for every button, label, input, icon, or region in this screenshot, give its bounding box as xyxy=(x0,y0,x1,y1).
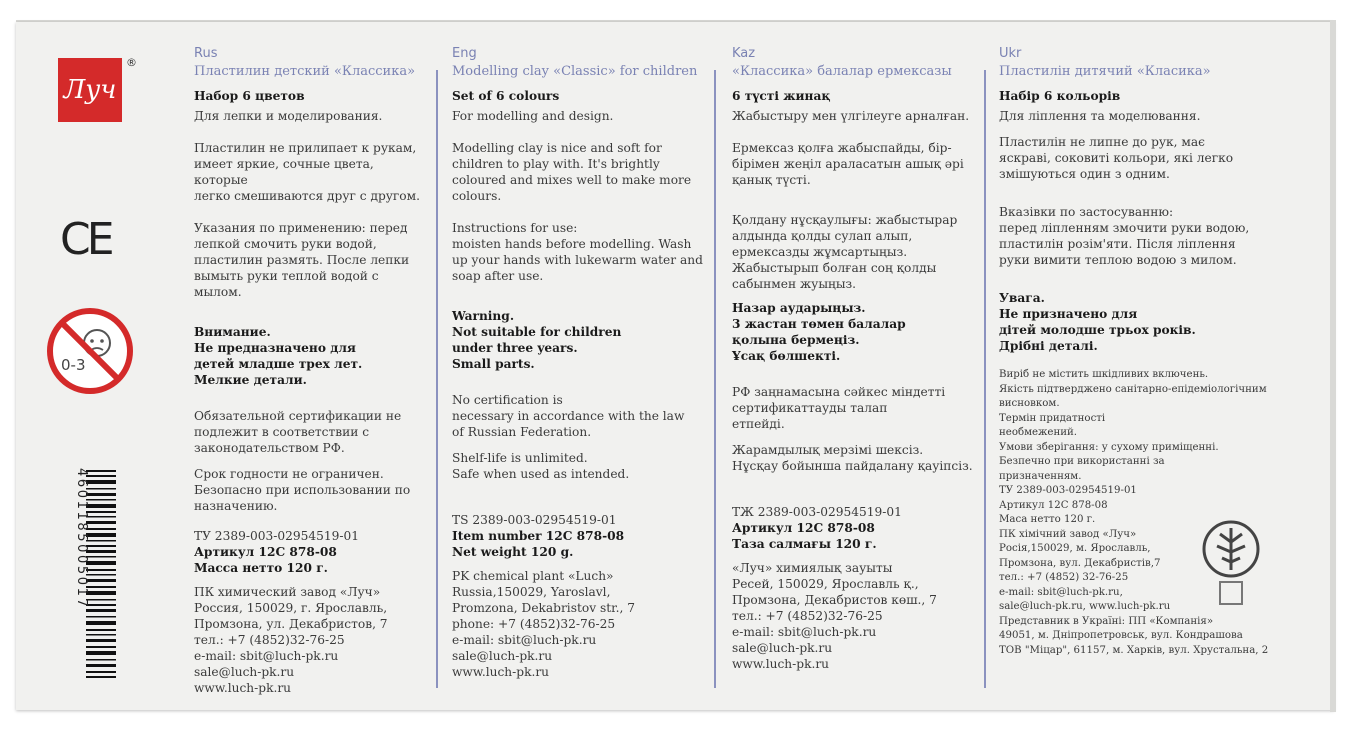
text-line: Ермексаз қолға жабыспайды, бір- xyxy=(732,141,952,155)
text-line: Внимание. xyxy=(194,325,271,339)
spacer xyxy=(452,482,714,512)
text-line: Термін придатності xyxy=(999,412,1106,424)
text-line: РФ заңнамасына сәйкес міндетті xyxy=(732,385,946,399)
text-line: necessary in accordance with the law xyxy=(452,409,685,423)
text-line: Item number 12C 878-08 xyxy=(452,529,625,543)
text-line: Набір 6 кольорів xyxy=(999,89,1121,103)
text-line: www.luch-pk.ru xyxy=(194,681,291,695)
text-line: sale@luch-pk.ru xyxy=(194,665,295,679)
text-line: етпейді. xyxy=(732,417,785,431)
text-line: e-mail: sbit@luch-pk.ru xyxy=(452,633,597,647)
text-line: sale@luch-pk.ru xyxy=(732,641,833,655)
text-line: Ресей, 150029, Ярославль қ., xyxy=(732,577,919,591)
ukraine-conformity-icon xyxy=(1200,518,1262,610)
spacer xyxy=(194,388,430,408)
text-line: Промзона, Декабристов көш., 7 xyxy=(732,593,937,607)
text-line: Instructions for use: xyxy=(452,221,578,235)
text-line: phone: +7 (4852)32-76-25 xyxy=(452,617,616,631)
text-line: Kaz xyxy=(732,46,756,61)
spacer xyxy=(999,268,1299,290)
text-line: Shelf-life is unlimited. xyxy=(452,451,588,465)
spacer xyxy=(452,440,714,450)
text-line: Нұсқау бойынша пайдалану қауіпсіз. xyxy=(732,459,973,473)
text-line: сабынмен жуыңыз. xyxy=(732,277,857,291)
text-line: легко смешиваются друг с другом. xyxy=(194,189,420,203)
text-line: висновком. xyxy=(999,398,1060,409)
warning-block xyxy=(452,308,714,372)
text-line: Росія,150029, м. Ярославль, xyxy=(999,543,1151,554)
text-line: Warning. xyxy=(452,309,515,323)
text-line: Мелкие детали. xyxy=(194,373,307,387)
text-line: Жарамдылық мерзімі шексіз. xyxy=(732,443,924,457)
text-line: перед ліпленням змочити руки водою, xyxy=(999,221,1250,235)
text-line: Promzona, Dekabristov str., 7 xyxy=(452,601,635,615)
text-line: Назар аударыңыз. xyxy=(732,301,866,315)
text-line: Масса нетто 120 г. xyxy=(194,561,328,575)
text-line: Якість підтверджено санітарно-епідеміологічним xyxy=(999,383,1267,395)
lang-code: Rus xyxy=(194,46,218,61)
text-line: алдында қолды сулап алып, xyxy=(732,229,913,243)
warning-block xyxy=(732,300,980,364)
text-line: Дрібні деталі. xyxy=(999,339,1098,353)
spacer xyxy=(732,124,980,140)
text-line: Modelling clay «Classic» for children xyxy=(452,64,698,79)
text-line: Eng xyxy=(452,46,477,61)
text-line: тел.: +7 (4852)32-76-25 xyxy=(732,609,883,623)
text-line: тел.: +7 (4852)32-76-25 xyxy=(194,633,345,647)
spacer xyxy=(194,514,430,528)
text-line: Қолдану нұсқаулығы: жабыстырар xyxy=(732,213,958,227)
warning-block xyxy=(194,324,430,388)
ce-mark: CE xyxy=(60,214,111,265)
text-line: ТУ 2389-003-02954519-01 xyxy=(194,529,359,543)
text-line: необмежений. xyxy=(999,427,1078,438)
text-line: 49051, м. Дніпропетровськ, вул. Кондрашова xyxy=(999,630,1243,641)
text-line: Безопасно при использовании по xyxy=(194,483,411,497)
text-line: TS 2389-003-02954519-01 xyxy=(452,513,617,527)
text-line: Set of 6 colours xyxy=(452,89,560,103)
spacer xyxy=(999,354,1299,368)
age-label: 0-3 xyxy=(61,356,86,374)
text-line: e-mail: sbit@luch-pk.ru, xyxy=(999,586,1123,598)
barcode xyxy=(64,466,122,684)
text-line: Net weight 120 g. xyxy=(452,545,574,559)
text-line: Small parts. xyxy=(452,357,535,371)
text-line: ТЖ 2389-003-02954519-01 xyxy=(732,505,902,519)
text-line: of Russian Federation. xyxy=(452,425,592,439)
text-line: призначенням. xyxy=(999,470,1082,482)
spacer xyxy=(194,300,430,324)
text-line: Умови зберігання: у сухому приміщенні. xyxy=(999,441,1219,453)
text-line: soap after use. xyxy=(452,269,544,283)
spacer xyxy=(194,456,430,466)
spacer xyxy=(732,474,980,504)
text-line: Ukr xyxy=(999,46,1022,61)
text-line: Промзона, вул. Декабристів,7 xyxy=(999,557,1161,569)
text-line: имеет яркие, сочные цвета, которые xyxy=(194,157,374,187)
text-line: up your hands with lukewarm water and xyxy=(452,253,703,267)
column-separator xyxy=(984,70,986,688)
product-subtitle: Пластилин детский «Классика» xyxy=(194,64,416,79)
text-line: лепкой смочить руки водой, xyxy=(194,237,377,251)
spacer xyxy=(452,204,714,220)
spacer xyxy=(194,204,430,220)
logo-text: Луч xyxy=(63,75,117,105)
text-line: Пластилін дитячий «Класика» xyxy=(999,64,1211,79)
text-line: PK chemical plant «Luch» xyxy=(452,569,614,583)
text-line: Срок годности не ограничен. xyxy=(194,467,384,481)
spacer xyxy=(999,124,1299,134)
spacer xyxy=(732,364,980,384)
text-line: Увага. xyxy=(999,291,1045,305)
text-line: Представник в Україні: ПП «Компанія» xyxy=(999,615,1214,627)
spacer xyxy=(452,124,714,140)
text-line: 6 түсті жинақ xyxy=(732,89,831,103)
column-kaz xyxy=(732,46,980,672)
text-line: Russia,150029, Yaroslavl, xyxy=(452,585,611,599)
text-line: Артикул 12С 878-08 xyxy=(732,521,875,535)
text-line: тел.: +7 (4852) 32-76-25 xyxy=(999,572,1129,583)
text-line: назначению. xyxy=(194,499,278,513)
text-line: қолына бермеңіз. xyxy=(732,333,860,347)
text-line: For modelling and design. xyxy=(452,109,614,123)
text-line: Жабыстыру мен үлгілеуге арналған. xyxy=(732,109,970,123)
text-line: ТОВ "Міцар", 61157, м. Харків, вул. Хрустальна, 2 xyxy=(999,644,1269,656)
text-line: «Классика» балалар ермексазы xyxy=(732,64,952,79)
spacer xyxy=(732,432,980,442)
text-line: Не предназначено для xyxy=(194,341,356,355)
warning-block xyxy=(999,290,1299,354)
spacer xyxy=(732,292,980,300)
column-rus xyxy=(194,46,430,696)
text-line: ТУ 2389-003-02954519-01 xyxy=(999,485,1137,496)
spacer xyxy=(194,124,430,140)
text-line: Пластилин не прилипает к рукам, xyxy=(194,141,417,155)
text-line: змішуються один з одним. xyxy=(999,167,1170,181)
spacer xyxy=(194,576,430,584)
text-line: Обязательной сертификации не xyxy=(194,409,402,423)
text-line: under three years. xyxy=(452,341,578,355)
text-line: сертификаттауды талап xyxy=(732,401,888,415)
text-line: пластилін розім'яти. Після ліплення xyxy=(999,237,1236,251)
text-line: Россия, 150029, г. Ярославль, xyxy=(194,601,388,615)
text-line: moisten hands before modelling. Wash xyxy=(452,237,692,251)
text-line: colours. xyxy=(452,189,502,203)
age-warning-icon xyxy=(45,306,135,396)
text-line: детей младше трех лет. xyxy=(194,357,363,371)
text-line: sale@luch-pk.ru xyxy=(452,649,553,663)
text-line: Not suitable for children xyxy=(452,325,622,339)
text-line: Пластилін не липне до рук, має xyxy=(999,135,1205,149)
barcode-digits: 4601185005017 xyxy=(74,468,89,610)
text-line: Safe when used as intended. xyxy=(452,467,630,481)
text-line: www.luch-pk.ru xyxy=(732,657,829,671)
column-separator xyxy=(436,70,438,688)
text-line: Ұсақ бөлшекті. xyxy=(732,349,841,363)
text-line: бірімен жеңіл араласатын ашық әрі xyxy=(732,157,964,171)
text-line: руки вимити теплою водою з милом. xyxy=(999,253,1237,267)
column-eng xyxy=(452,46,714,680)
text-line: қанық түсті. xyxy=(732,173,811,187)
text-line: ПК хімічний завод «Луч» xyxy=(999,528,1137,540)
text-line: Промзона, ул. Декабристов, 7 xyxy=(194,617,388,631)
set-label: Набор 6 цветов xyxy=(194,89,305,103)
text-line: No certification is xyxy=(452,393,563,407)
text-line: Указания по применению: перед xyxy=(194,221,408,235)
text-line: «Луч» химиялық зауыты xyxy=(732,561,893,575)
text-line: законодательством РФ. xyxy=(194,441,345,455)
text-line: ПК химический завод «Луч» xyxy=(194,585,381,599)
text-line: Modelling clay is nice and soft for xyxy=(452,141,662,155)
spacer xyxy=(452,560,714,568)
text-line: 3 жастан төмен балалар xyxy=(732,317,906,331)
registered-mark: ® xyxy=(126,56,137,69)
text-line: подлежит в соответствии с xyxy=(194,425,370,439)
text-line: e-mail: sbit@luch-pk.ru xyxy=(732,625,877,639)
spacer xyxy=(732,188,980,212)
spacer xyxy=(732,552,980,560)
text-line: sale@luch-pk.ru, www.luch-pk.ru xyxy=(999,601,1171,612)
ukr-details xyxy=(999,368,1299,658)
text-line: Жабыстырып болған соң қолды xyxy=(732,261,937,275)
text-line: Маса нетто 120 г. xyxy=(999,514,1096,525)
text-line: Не призначено для xyxy=(999,307,1138,321)
spacer xyxy=(999,182,1299,204)
text-line: coloured and mixes well to make more xyxy=(452,173,692,187)
purpose: Для лепки и моделирования. xyxy=(194,109,383,123)
spacer xyxy=(452,372,714,392)
text-line: ермексазды жұмсартыңыз. xyxy=(732,245,908,259)
text-line: дітей молодше трьох років. xyxy=(999,323,1196,337)
box-right-edge xyxy=(1330,20,1336,712)
text-line: пластилин размять. После лепки xyxy=(194,253,410,267)
text-line: Вказівки по застосуванню: xyxy=(999,205,1174,219)
text-line: www.luch-pk.ru xyxy=(452,665,549,679)
text-line: children to play with. It's brightly xyxy=(452,157,660,171)
text-line: вымыть руки теплой водой с мылом. xyxy=(194,269,379,299)
luch-logo xyxy=(58,58,122,122)
text-line: Артикул 12С 878-08 xyxy=(999,499,1108,511)
text-line: Для ліплення та моделювання. xyxy=(999,109,1201,123)
text-line: Таза салмағы 120 г. xyxy=(732,537,877,551)
text-line: яскраві, соковиті кольори, які легко xyxy=(999,151,1234,165)
text-line: Артикул 12С 878-08 xyxy=(194,545,337,559)
column-separator xyxy=(714,70,716,688)
text-line: e-mail: sbit@luch-pk.ru xyxy=(194,649,339,663)
spacer xyxy=(452,284,714,308)
text-line: Виріб не містить шкідливих включень. xyxy=(999,369,1209,380)
text-line: Безпечно при використанні за xyxy=(999,456,1165,467)
